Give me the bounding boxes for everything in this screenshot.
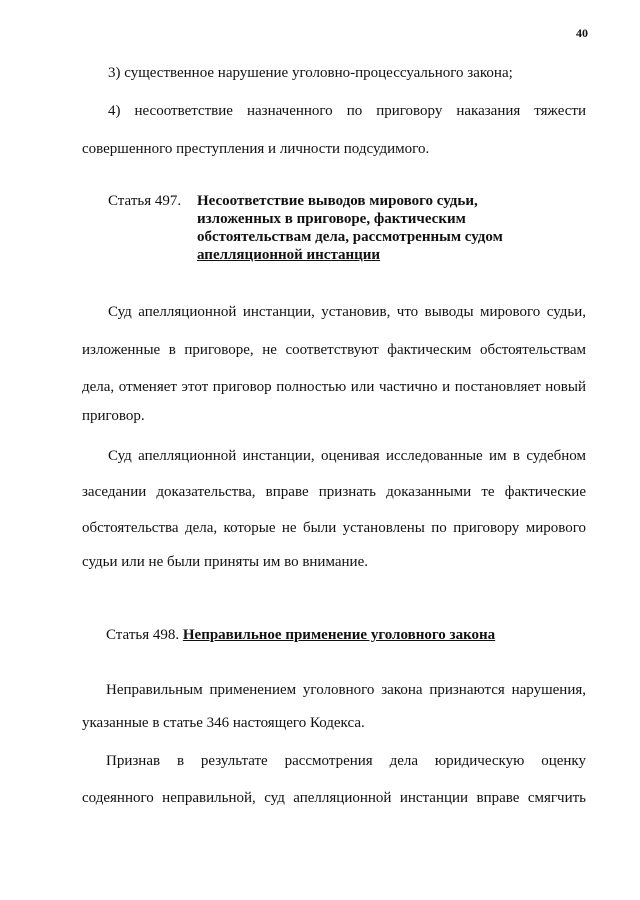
article-498-label: Статья 498. — [106, 627, 183, 643]
article-497-para1-line: Суд апелляционной инстанции, установив, что выводы мирового судьи, — [108, 304, 586, 320]
list-item-4-continuation: совершенного преступления и личности подсудимого. — [82, 141, 430, 157]
article-498-para1-line: указанные в статье 346 настоящего Кодекса. — [82, 715, 365, 731]
article-497-title-line: апелляционной инстанции — [197, 247, 381, 263]
article-497-title-line: Несоответствие выводов мирового судьи, — [197, 193, 478, 209]
list-item-4: 4) несоответствие назначенного по приговору наказания тяжести — [108, 103, 586, 119]
article-498-para1-line: Неправильным применением уголовного закона признаются нарушения, — [106, 682, 586, 698]
article-497-para2-line: обстоятельства дела, которые не были установлены по приговору мирового — [82, 520, 586, 536]
article-498-para2-line: Признав в результате рассмотрения дела юридическую оценку — [106, 753, 586, 769]
article-497-para1-line: дела, отменяет этот приговор полностью или частично и постановляет новый — [82, 379, 586, 395]
list-item-3: 3) существенное нарушение уголовно-процессуального закона; — [108, 65, 513, 81]
article-497-title-line: обстоятельствам дела, рассмотренным судом — [197, 229, 503, 245]
article-497-para2-line: Суд апелляционной инстанции, оценивая исследованные им в судебном — [108, 448, 586, 464]
article-497-para1-line: изложенные в приговоре, не соответствуют фактическим обстоятельствам — [82, 342, 586, 358]
page-number: 40 — [576, 26, 588, 40]
article-497-label: Статья 497. — [108, 193, 182, 209]
article-497-title — [197, 192, 503, 264]
article-497-para1-line: приговор. — [82, 408, 145, 424]
article-498-heading — [106, 625, 495, 645]
article-497-heading — [108, 192, 528, 270]
article-497-title-line: изложенных в приговоре, фактическим — [197, 211, 466, 227]
article-497-para2-line: заседании доказательства, вправе признать доказанными те фактические — [82, 484, 586, 500]
article-497-para2-line: судьи или не были приняты им во внимание. — [82, 554, 368, 570]
article-498-para2-line: содеянного неправильной, суд апелляционной инстанции вправе смягчить — [82, 790, 586, 806]
article-498-title: Неправильное применение уголовного закона — [182, 627, 496, 643]
